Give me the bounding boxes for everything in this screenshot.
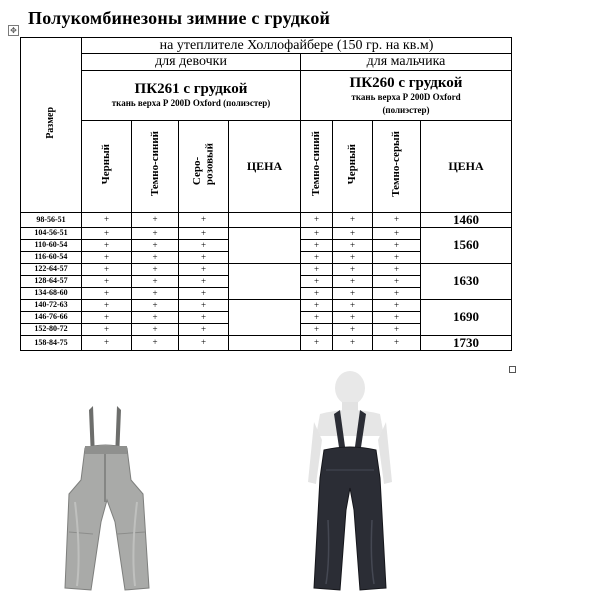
boys-availability-cell: + [301, 240, 333, 252]
page-title: Полукомбинезоны зимние с грудкой [28, 8, 331, 28]
table-body [21, 212, 512, 351]
size-cell: 152-80-72 [21, 324, 82, 336]
size-cell: 158-84-75 [21, 336, 82, 351]
girls-availability-cell: + [179, 312, 229, 324]
size-column-header: Размер [21, 38, 82, 213]
price-table [20, 37, 512, 351]
table-move-handle-icon[interactable]: ✥ [8, 25, 19, 36]
table-row [21, 336, 512, 351]
size-cell: 110-60-54 [21, 240, 82, 252]
boys-price-header: ЦЕНА [421, 120, 512, 212]
girls-availability-cell: + [82, 300, 132, 312]
boys-availability-cell: + [333, 312, 373, 324]
girls-availability-cell: + [82, 228, 132, 240]
boys-availability-cell: + [301, 336, 333, 351]
boys-color-2: Темно-серый [373, 120, 421, 212]
girls-availability-cell: + [132, 276, 179, 288]
girls-availability-cell: + [82, 324, 132, 336]
girls-availability-cell: + [82, 240, 132, 252]
girls-availability-cell: + [82, 336, 132, 351]
boys-color-0: Темно-синий [301, 120, 333, 212]
girls-availability-cell: + [132, 212, 179, 227]
girls-price-header: ЦЕНА [229, 120, 301, 212]
boys-price-cell: 1690 [421, 300, 512, 336]
boys-availability-cell: + [333, 252, 373, 264]
girls-availability-cell: + [132, 228, 179, 240]
girls-availability-cell: + [132, 288, 179, 300]
table-row [21, 228, 512, 240]
boys-price-cell: 1460 [421, 212, 512, 227]
boys-availability-cell: + [301, 276, 333, 288]
boys-availability-cell: + [301, 312, 333, 324]
girls-availability-cell: + [179, 212, 229, 227]
size-cell: 134-68-60 [21, 288, 82, 300]
boys-model: ПК260 с грудкой [349, 74, 463, 91]
girls-availability-cell: + [82, 312, 132, 324]
size-cell: 128-64-57 [21, 276, 82, 288]
table-row [21, 264, 512, 276]
girls-availability-cell: + [82, 212, 132, 227]
size-cell: 98-56-51 [21, 212, 82, 227]
size-cell: 140-72-63 [21, 300, 82, 312]
girls-model-cell [82, 70, 301, 120]
boys-availability-cell: + [373, 264, 421, 276]
table-resize-handle[interactable] [509, 366, 516, 373]
size-cell: 146-76-66 [21, 312, 82, 324]
boys-color-1: Черный [333, 120, 373, 212]
boys-availability-cell: + [373, 212, 421, 227]
insulation-header: на утеплителе Холлофайбере (150 гр. на кв.м) [82, 38, 512, 54]
girls-availability-cell: + [132, 312, 179, 324]
boys-price-cell: 1730 [421, 336, 512, 351]
size-cell: 104-56-51 [21, 228, 82, 240]
boys-availability-cell: + [333, 264, 373, 276]
boys-model-cell [301, 70, 512, 120]
girls-availability-cell: + [179, 288, 229, 300]
girls-availability-cell: + [179, 276, 229, 288]
boys-availability-cell: + [301, 252, 333, 264]
boys-availability-cell: + [373, 336, 421, 351]
boys-availability-cell: + [373, 300, 421, 312]
girls-availability-cell: + [132, 240, 179, 252]
boys-availability-cell: + [373, 312, 421, 324]
size-cell: 122-64-57 [21, 264, 82, 276]
girls-price-cell [229, 300, 301, 336]
girls-availability-cell: + [82, 288, 132, 300]
boys-availability-cell: + [373, 240, 421, 252]
boys-price-cell: 1560 [421, 228, 512, 264]
boys-availability-cell: + [373, 324, 421, 336]
girls-pants-image [55, 402, 157, 594]
girls-availability-cell: + [179, 264, 229, 276]
boys-availability-cell: + [373, 276, 421, 288]
boys-availability-cell: + [301, 300, 333, 312]
boys-availability-cell: + [333, 212, 373, 227]
boys-availability-cell: + [333, 288, 373, 300]
boys-availability-cell: + [373, 288, 421, 300]
girls-color-1: Темно-синий [132, 120, 179, 212]
boys-availability-cell: + [333, 324, 373, 336]
girls-price-cell [229, 336, 301, 351]
girls-availability-cell: + [82, 264, 132, 276]
girls-price-cell [229, 212, 301, 227]
size-cell: 116-60-54 [21, 252, 82, 264]
girls-availability-cell: + [132, 300, 179, 312]
boys-header: для мальчика [301, 54, 512, 70]
boys-availability-cell: + [301, 324, 333, 336]
boys-availability-cell: + [301, 212, 333, 227]
girls-availability-cell: + [132, 324, 179, 336]
boys-availability-cell: + [333, 276, 373, 288]
girls-availability-cell: + [132, 252, 179, 264]
boys-availability-cell: + [301, 264, 333, 276]
boys-fabric: ткань верха Р 200D Oxford (полиэстер) [351, 92, 461, 115]
girls-availability-cell: + [179, 324, 229, 336]
girls-availability-cell: + [132, 264, 179, 276]
boys-availability-cell: + [333, 228, 373, 240]
girls-price-cell [229, 264, 301, 300]
black-bib-pants-icon [308, 371, 392, 590]
girls-availability-cell: + [179, 240, 229, 252]
boys-price-cell: 1630 [421, 264, 512, 300]
girls-price-cell [229, 228, 301, 264]
grey-bib-pants-icon [65, 406, 149, 590]
girls-color-0: Черный [82, 120, 132, 212]
girls-color-2: Серо- розовый [179, 120, 229, 212]
girls-availability-cell: + [179, 336, 229, 351]
boys-availability-cell: + [333, 336, 373, 351]
boys-availability-cell: + [373, 228, 421, 240]
boys-pants-image [300, 370, 400, 596]
girls-availability-cell: + [179, 228, 229, 240]
table-row [21, 300, 512, 312]
girls-model: ПК261 с грудкой [134, 80, 248, 97]
boys-availability-cell: + [373, 252, 421, 264]
girls-header: для девочки [82, 54, 301, 70]
boys-availability-cell: + [301, 228, 333, 240]
table-row [21, 212, 512, 227]
girls-availability-cell: + [132, 336, 179, 351]
girls-availability-cell: + [82, 276, 132, 288]
girls-fabric: ткань верха Р 200D Oxford (полиэстер) [111, 98, 271, 109]
boys-availability-cell: + [333, 240, 373, 252]
boys-availability-cell: + [301, 288, 333, 300]
girls-availability-cell: + [179, 252, 229, 264]
boys-availability-cell: + [333, 300, 373, 312]
girls-availability-cell: + [179, 300, 229, 312]
girls-availability-cell: + [82, 252, 132, 264]
